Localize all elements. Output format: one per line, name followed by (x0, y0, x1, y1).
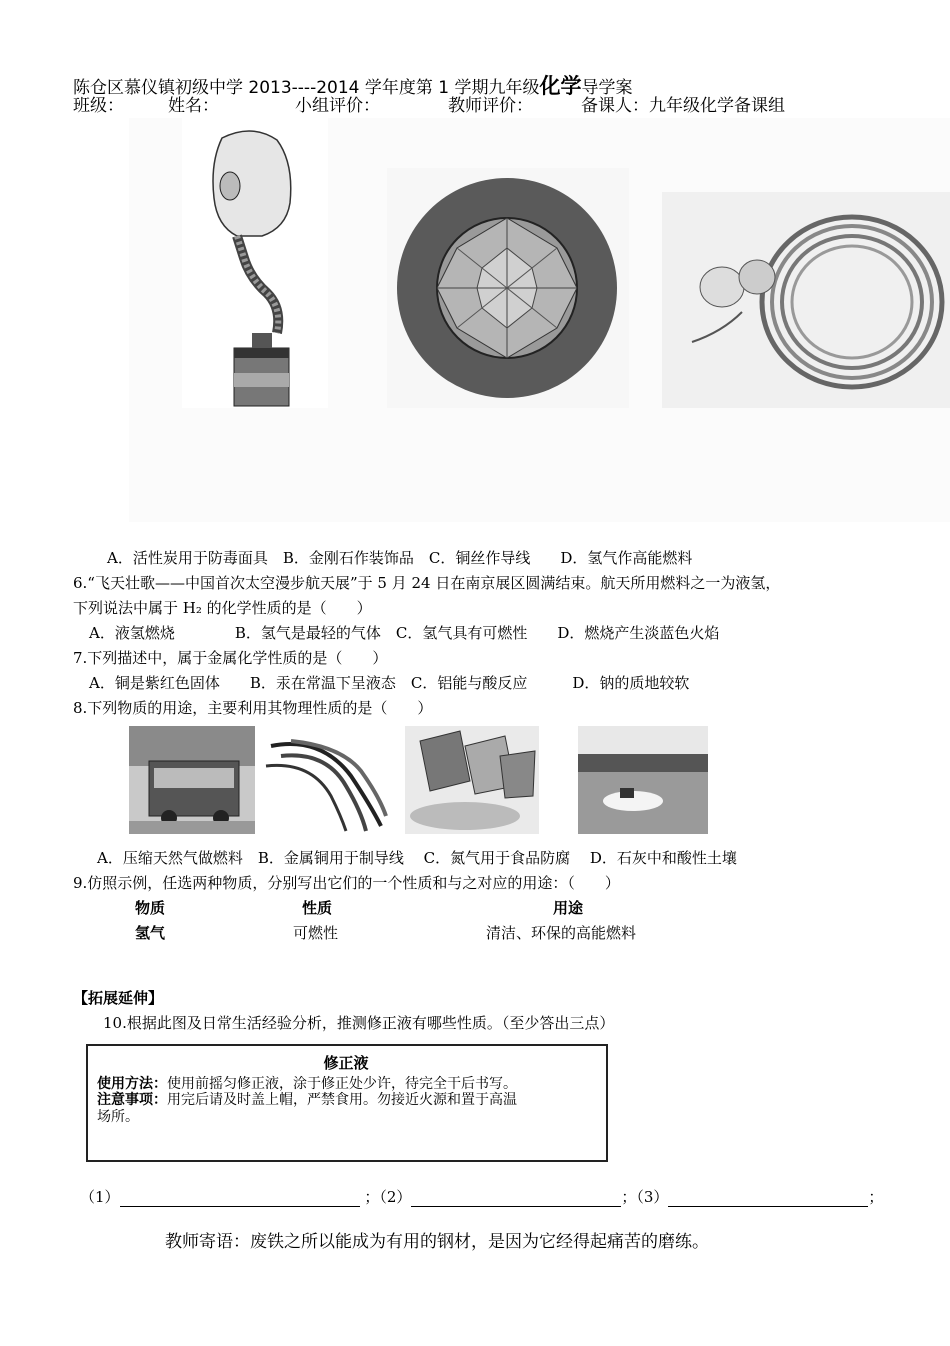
header-title-prefix: 陈仓区慕仪镇初级中学 2013----2014 学年度第 1 学期九年级 (73, 78, 540, 98)
q10-stem: 10.根据此图及日常生活经验分析，推测修正液有哪些性质。（至少答出三点） (103, 1014, 615, 1032)
answer-blank-2[interactable] (411, 1190, 621, 1207)
q6-stem-line2: 下列说法中属于 H₂ 的化学性质的是（ ） (73, 599, 372, 617)
q9-example-substance: 氢气 (135, 924, 166, 942)
lime-field-image (578, 726, 708, 834)
answer-blank-1[interactable] (120, 1190, 360, 1207)
header-title-suffix: 导学案 (581, 78, 633, 98)
q6-stem-line1: 6.“飞天壮歌——中国首次太空漫步航天展”于 5 月 24 日在南京展区圆满结束。航天所用燃料之一为液氢， (73, 574, 781, 592)
bus-image (129, 726, 255, 834)
extension-heading: 【拓展延伸】 (73, 989, 164, 1007)
q8-stem: 8.下列物质的用途，主要利用其物理性质的是（ ） (73, 699, 433, 717)
q9-example-property: 可燃性 (293, 924, 339, 942)
name-label: 姓名： (168, 96, 219, 116)
blank-end-mark: ； (868, 1188, 884, 1206)
caution-line (97, 1089, 517, 1109)
usage-text: 使用前摇匀修正液，涂于修正处少许，待完全干后书写。 (167, 1076, 517, 1092)
class-label: 班级： (73, 96, 124, 116)
answer-blanks (80, 1186, 883, 1207)
blank-2-label: ；（2） (364, 1188, 412, 1206)
q9-stem: 9.仿照示例，任选两种物质，分别写出它们的一个性质和与之对应的用途：（ ） (73, 874, 620, 892)
q7-stem: 7.下列描述中，属于金属化学性质的是（ ） (73, 649, 388, 667)
q9-example-use: 清洁、环保的高能燃料 (486, 924, 637, 942)
gas-mask-image (182, 118, 328, 408)
caution-line-2: 场所。 (97, 1109, 139, 1125)
label-title: 修正液 (323, 1054, 369, 1072)
q9-col-use: 用途 (553, 899, 584, 917)
blank-1-label: （1） (80, 1188, 120, 1206)
caution-label: 注意事项： (97, 1092, 167, 1108)
group-label: 小组评价： (295, 96, 380, 116)
q8-options: A．压缩天然气做燃料 B．金属铜用于制导线 C．氮气用于食品防腐 D．石灰中和酸性土壤 (97, 849, 737, 867)
q9-col-property: 性质 (302, 899, 333, 917)
answer-blank-3[interactable] (668, 1190, 868, 1207)
food-packages-image (405, 726, 539, 834)
wires-image (261, 726, 391, 834)
q9-col-substance: 物质 (135, 899, 166, 917)
copper-wire-image (662, 192, 950, 408)
q7-options: A．铜是紫红色固体 B．汞在常温下呈液态 C．铝能与酸反应 D．钠的质地较软 (89, 674, 690, 692)
q6-options: A．液氢燃烧 B．氢气是最轻的气体 C．氢气具有可燃性 D．燃烧产生淡蓝色火焰 (89, 624, 720, 642)
header-subject: 化学 (539, 74, 582, 98)
usage-label: 使用方法： (97, 1076, 167, 1092)
blank-3-label: ；（3） (621, 1188, 669, 1206)
caution-text-1: 用完后请及时盖上帽，严禁食用。勿接近火源和置于高温 (167, 1092, 517, 1108)
teacher-motto: 教师寄语：废铁之所以能成为有用的钢材，是因为它经得起痛苦的磨练。 (165, 1232, 709, 1252)
teacher-label: 教师评价： (448, 96, 533, 116)
preparer-label: 备课人：九年级化学备课组 (581, 96, 785, 116)
q5-options: A．活性炭用于防毒面具 B．金刚石作装饰品 C．铜丝作导线 D．氢气作高能燃料 (107, 549, 693, 567)
diamond-image (387, 168, 629, 408)
